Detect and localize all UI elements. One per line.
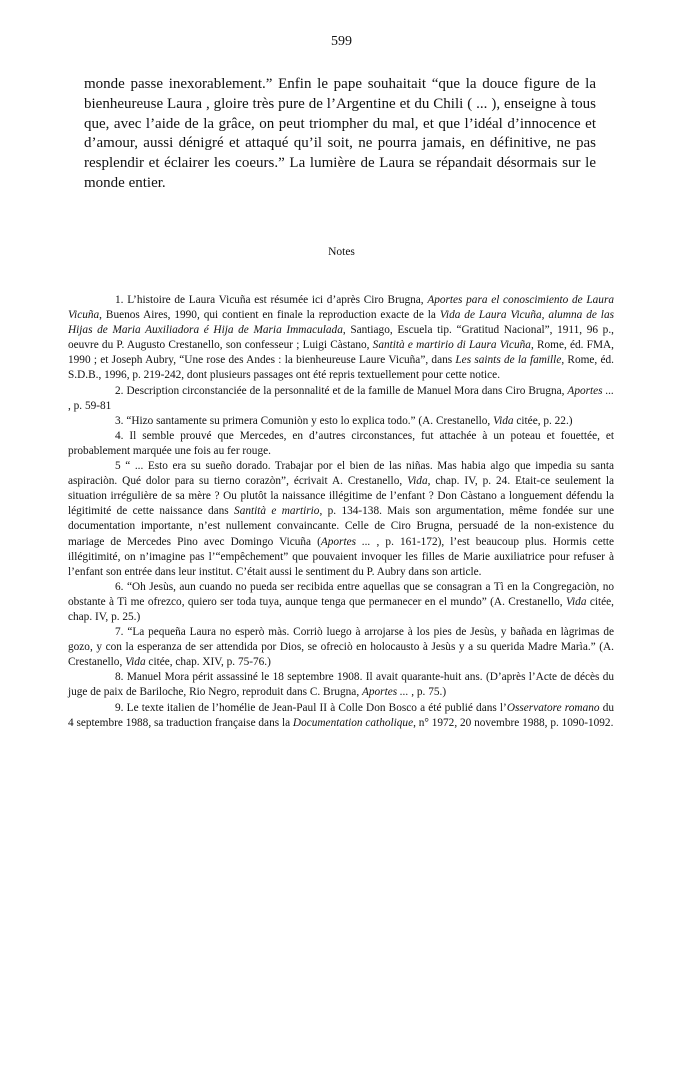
footnote-number: 2.	[115, 384, 124, 397]
footnote-title-italic: Vida de Laura Vicuña, alumna de las Hijas de Maria Auxiliadora é Hija de Maria Immaculada	[68, 309, 614, 337]
footnote-text: , p. 134-138. Mais son argumentation, même fondée sur une documentation importante, n’est nullement convaincante. Celle de Ciro Brugna, persuadé de la non-existence du mariage de Mercedes Pino avec Domingo Vicuña (	[68, 505, 615, 548]
footnote-text: citée, p. 22.)	[513, 414, 573, 427]
footnote-text: du 4 septembre 1988, sa traduction française dans la	[68, 701, 615, 729]
page-number: 599	[331, 34, 352, 49]
footnote-text: , p. 161-172), l’est beaucoup plus. Hormis cette illégitimité, on n’imagine pas l’“empêchement” que pouvaient invoquer les filles de Marie auxiliatrice pour refuser à l’enfant son entrée dans leur institut. C’était aussi le sentiment du P. Aubry dans son article.	[68, 535, 614, 578]
footnote-title-italic: Aportes ...	[567, 384, 614, 397]
footnote-text: “Hizo santamente su primera Comuniòn y esto lo explica todo.” (A. Crestanello,	[126, 414, 494, 427]
footnote-title-italic: Aportes ...	[320, 535, 371, 548]
footnote-number: 5	[115, 460, 121, 473]
footnote-text: “La pequeña Laura no esperò màs. Corriò luego à arrojarse à los pies de Jesùs, y bañada en làgrimas de gozo, y con la esperanza de ser attendida por Dios, se ofreciò en holocausto à Jesùs y a su querida Madre Marìa.” (A. Crestanello,	[68, 626, 615, 669]
footnote-title-italic: Documentation catholique	[292, 716, 414, 729]
footnote-title-italic: Santità e martirio di Laura Vicuña	[372, 339, 531, 352]
footnote-text: “Oh Jesùs, aun cuando no pueda ser recibida entre aquellas que se consagran a Tì en la Congregaciòn, no obstante à Tì me ofrezco, quiero ser toda tuya, aunque tenga que permanecer en el mundo” (A. Crestanello,	[68, 580, 614, 608]
footnote-text: Manuel Mora périt assassiné le 18 septembre 1908. Il avait quarante-huit ans. (D’après l’Acte de décès du juge de paix de Bariloche, Rio Negro, reproduit dans C. Brugna,	[68, 671, 615, 699]
footnote-text: , Buenos Aires, 1990, qui contient en finale la reproduction exacte de la	[99, 309, 440, 322]
footnote-number: 6.	[115, 580, 124, 593]
footnote	[68, 293, 614, 384]
footnote-text: , Rome, éd. FMA, 1990 ; et Joseph Aubry, “Une rose des Andes : la bienheureuse Laure Vicuña”, dans	[68, 339, 614, 367]
footnote-number: 9.	[115, 701, 124, 714]
footnote-title-italic: Vida	[493, 414, 514, 427]
notes-heading: Notes	[328, 246, 355, 258]
footnote-text: Description circonstanciée de la personnalité et de la famille de Manuel Mora dans Ciro Brugna,	[126, 384, 568, 397]
footnote-text: L’histoire de Laura Vicuña est résumée ici d’après Ciro Brugna,	[127, 294, 428, 306]
footnote-title-italic: Osservatore romano	[506, 701, 600, 714]
footnote-text: , p. 59-81	[68, 399, 112, 412]
footnote-number: 4.	[115, 429, 124, 442]
footnote-title-italic: Santità e martirio	[234, 505, 320, 518]
main-paragraph: monde passe inexorablement.” Enfin le pape souhaitait “que la douce figure de la bienheureuse Laura , gloire très pure de l’Argentine et du Chili ( ... ), enseigne à tous que, avec l’aide de la grâce, on peut triompher du mal, et que l’idéal d’innocence et d’amour, aussi dénigré et attaqué qu’il soit, ne pourra jamais, en définitive, ne pas resplendir et éclairer les coeurs.” La lumière de Laura se répandait désormais sur le monde entier.	[84, 76, 596, 191]
footnote-text: citée, chap. IV, p. 25.)	[68, 595, 614, 623]
footnote	[68, 670, 614, 700]
footnote	[68, 384, 614, 414]
notes-list	[68, 293, 614, 731]
footnote-number: 3.	[115, 414, 124, 427]
footnote-number: 1.	[115, 294, 124, 306]
footnote-title-italic: Les saints de la famille	[455, 354, 562, 367]
footnote-text: Le texte italien de l’homélie de Jean-Paul II à Colle Don Bosco a été publié dans l’	[126, 701, 507, 714]
footnote-title-italic: Aportes ...	[361, 686, 409, 699]
footnote-number: 7.	[115, 626, 124, 639]
footnote-text: , Rome, éd. S.D.B., 1996, p. 219-242, dont plusieurs passages ont été repris textuellement pour cette notice.	[68, 354, 614, 382]
footnote	[68, 625, 614, 670]
footnote-text: , n° 1972, 20 novembre 1988, p. 1090-1092.	[413, 716, 614, 729]
footnote-text: , chap. IV, p. 24. Etait-ce seulement la situation irrégulière de sa mère ? Ou plutôt la naissance illégitime de l’enfant ? Don Càstano a longuement défendu la légitimité de cette naissance dans	[68, 475, 614, 518]
footnote	[68, 459, 614, 580]
footnote-number: 8.	[115, 671, 124, 684]
footnote-text: , p. 75.)	[408, 686, 447, 699]
footnote-text: , Santiago, Escuela tip. “Gratitud Nacional”, 1911, 96 p., oeuvre du P. Augusto Crestanello, son confesseur ; Luigi Càstano,	[68, 324, 614, 352]
footnote-text: citée, chap. XIV, p. 75-76.)	[145, 656, 271, 669]
footnote	[68, 414, 614, 429]
footnote-text: “ ... Esto era su sueño dorado. Trabajar por el bien de las niñas. Mas habia algo que impedia su santa aspiraciòn. Qué dolor para su tierno corazòn”, écrivait A. Crestanello,	[68, 460, 615, 488]
footnote	[68, 701, 614, 731]
footnote-title-italic: Vida	[565, 595, 587, 608]
footnote-text: Il semble prouvé que Mercedes, en d’autres circonstances, fut attachée à un poteau et fouettée, et probablement marquée une fois au fer rouge.	[68, 429, 614, 457]
footnote	[68, 429, 614, 459]
footnote-title-italic: Aportes para el conoscimiento de Laura Vicuña	[68, 294, 614, 322]
footnote-title-italic: Vida	[407, 475, 428, 488]
footnote	[68, 580, 614, 625]
footnote-title-italic: Vida	[125, 656, 146, 669]
